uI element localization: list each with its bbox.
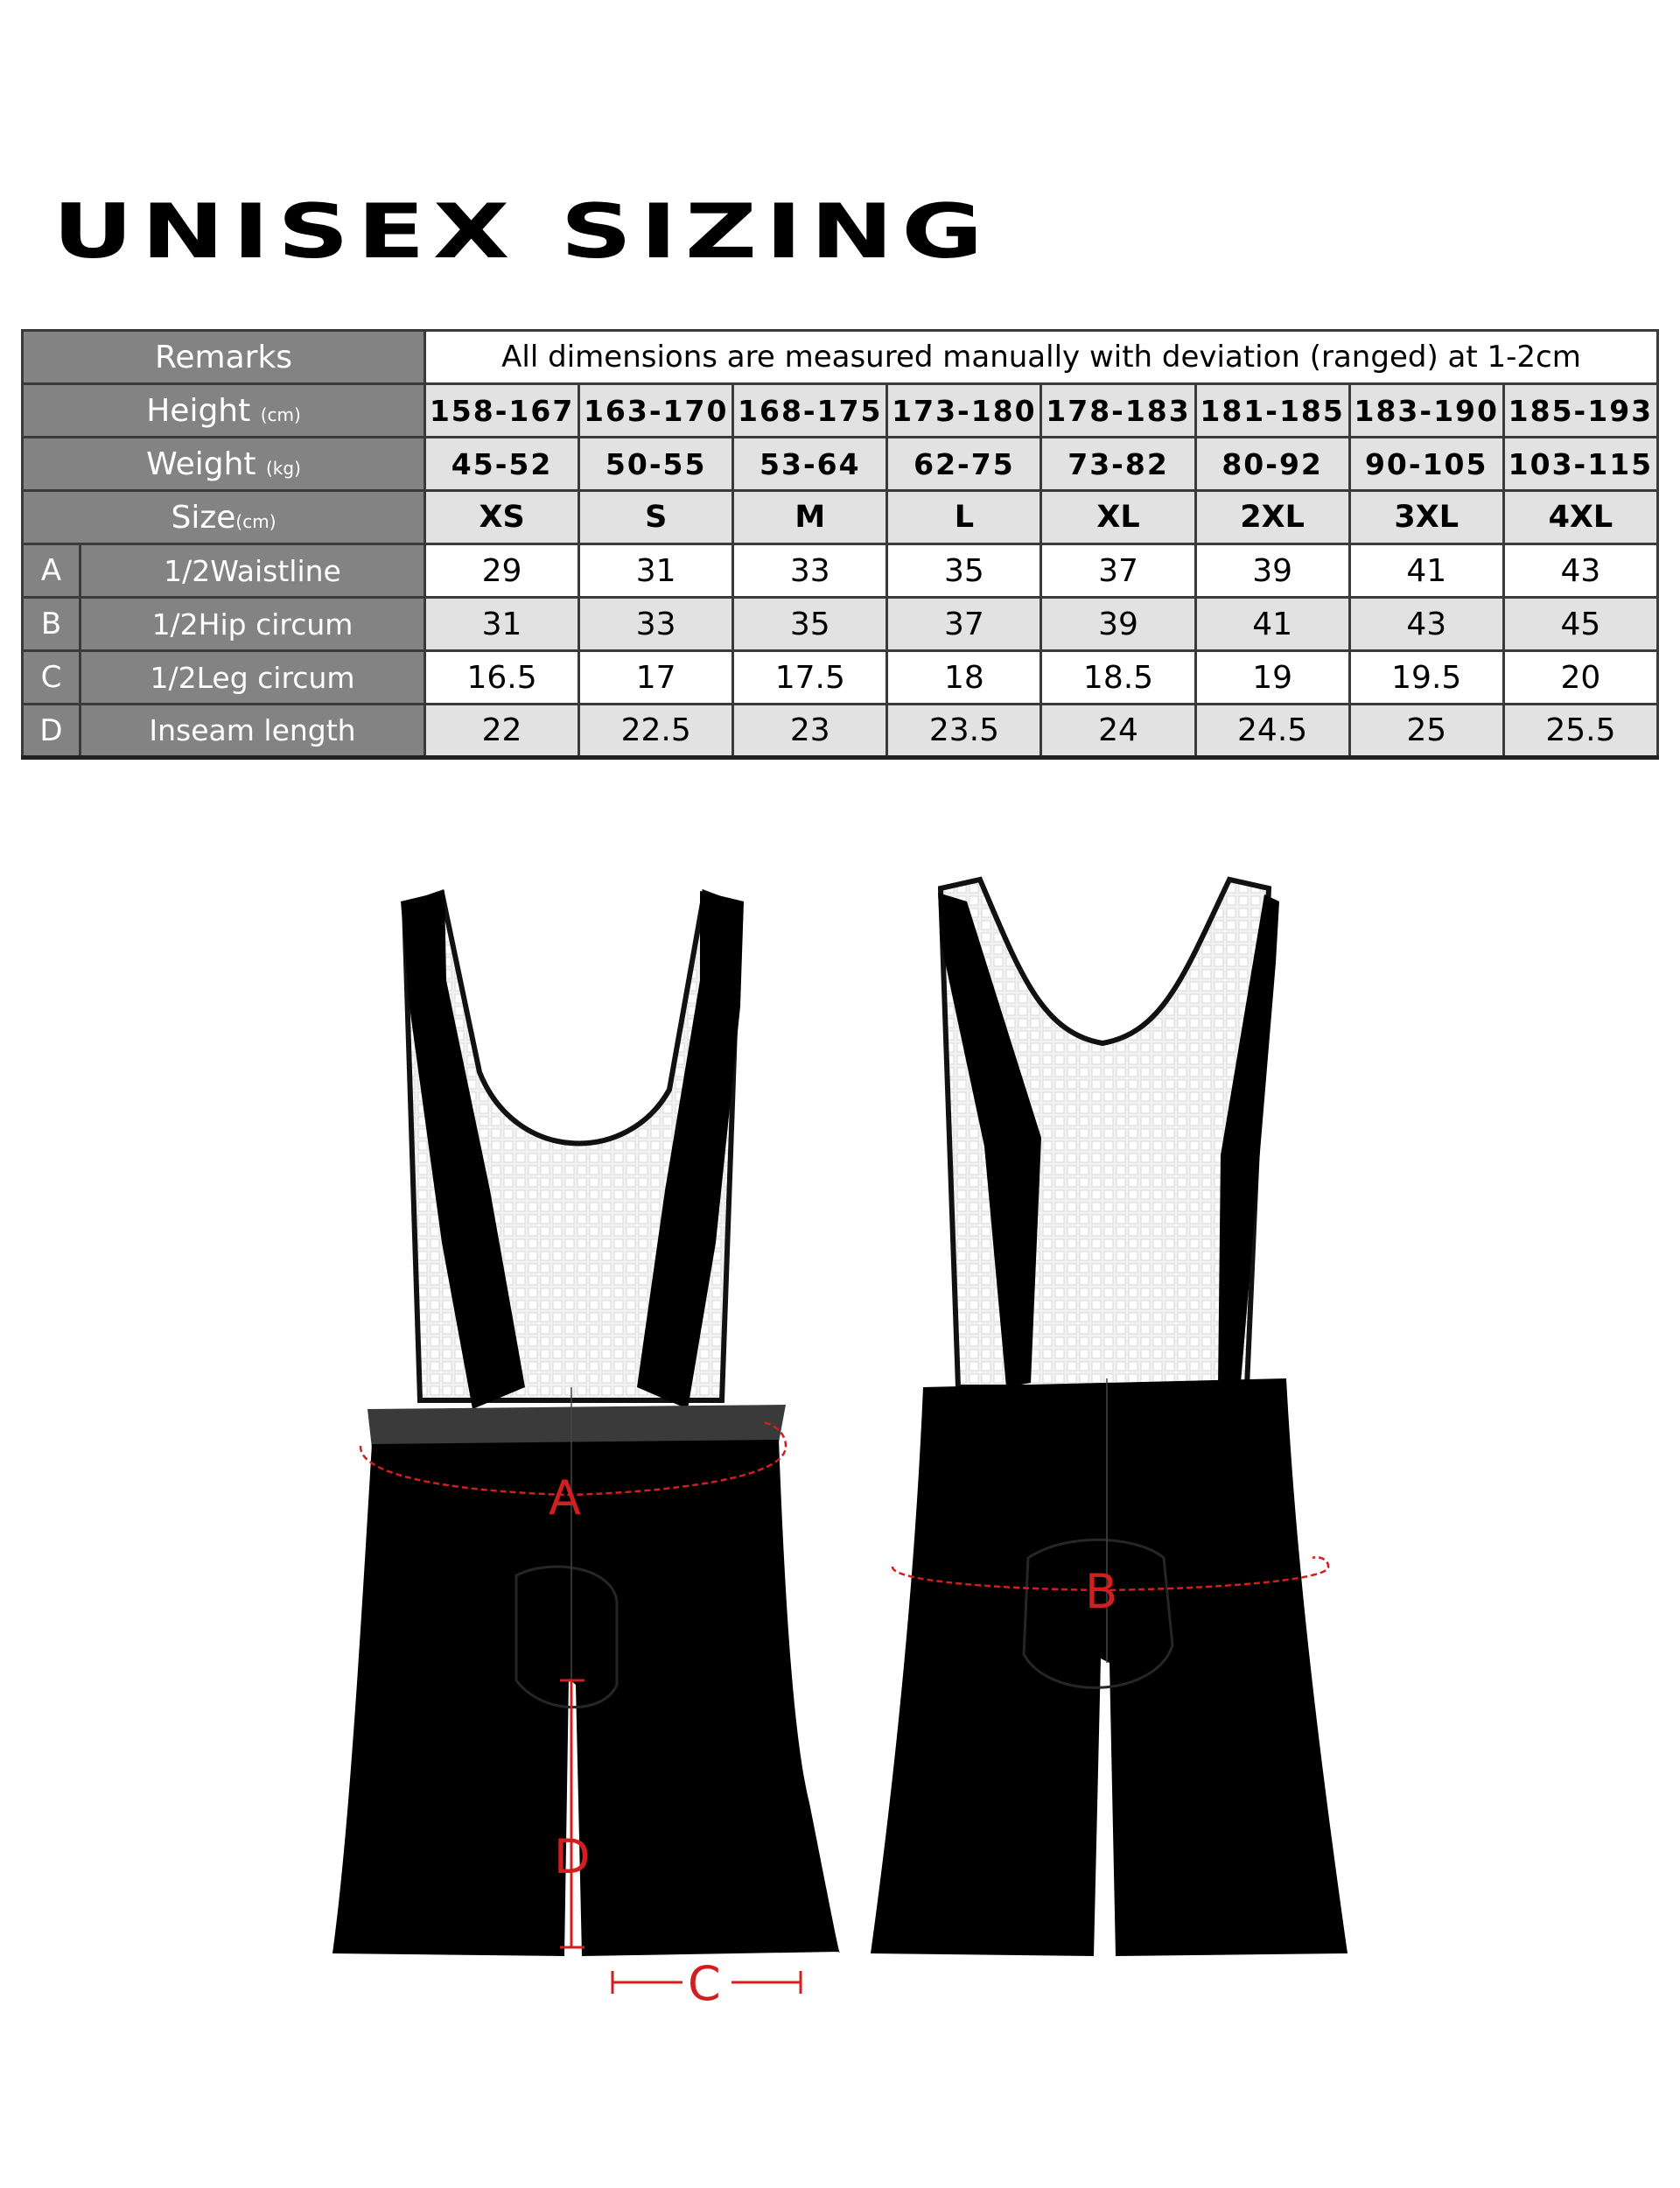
measurement-letter: C bbox=[23, 651, 80, 705]
height-cell: 168-175 bbox=[733, 384, 887, 438]
table-cell: 18 bbox=[887, 651, 1041, 705]
table-cell: 45 bbox=[1503, 598, 1657, 651]
table-cell: 22.5 bbox=[579, 705, 733, 758]
table-cell: 25.5 bbox=[1503, 705, 1657, 758]
table-cell: 24 bbox=[1041, 705, 1195, 758]
waist-measure-label: A bbox=[549, 1470, 581, 1525]
weight-cell: 45-52 bbox=[425, 438, 579, 491]
measurement-letter: B bbox=[23, 598, 80, 651]
size-unit: (cm) bbox=[235, 510, 276, 532]
weight-cell: 103-115 bbox=[1503, 438, 1657, 491]
table-cell: 41 bbox=[1349, 544, 1503, 598]
table-cell: 29 bbox=[425, 544, 579, 598]
table-cell: 39 bbox=[1041, 598, 1195, 651]
measurement-label: 1/2Waistline bbox=[80, 544, 425, 598]
table-cell: 37 bbox=[1041, 544, 1195, 598]
table-cell: 17.5 bbox=[733, 651, 887, 705]
height-unit: (cm) bbox=[260, 403, 301, 425]
table-cell: 22 bbox=[425, 705, 579, 758]
height-cell: 158-167 bbox=[425, 384, 579, 438]
weight-cell: 62-75 bbox=[887, 438, 1041, 491]
table-cell: 39 bbox=[1195, 544, 1349, 598]
table-cell: 18.5 bbox=[1041, 651, 1195, 705]
weight-cell: 90-105 bbox=[1349, 438, 1503, 491]
table-cell: 31 bbox=[425, 598, 579, 651]
height-cell: 183-190 bbox=[1349, 384, 1503, 438]
weight-cell: 50-55 bbox=[579, 438, 733, 491]
table-cell: 31 bbox=[579, 544, 733, 598]
table-cell: 16.5 bbox=[425, 651, 579, 705]
table-cell: 43 bbox=[1503, 544, 1657, 598]
weight-unit: (kg) bbox=[266, 457, 301, 479]
height-cell: 181-185 bbox=[1195, 384, 1349, 438]
table-cell: 33 bbox=[733, 544, 887, 598]
weight-label: Weight bbox=[146, 445, 256, 482]
size-cell: XS bbox=[425, 491, 579, 544]
weight-cell: 53-64 bbox=[733, 438, 887, 491]
table-cell: 25 bbox=[1349, 705, 1503, 758]
back-shorts-body bbox=[871, 1378, 1348, 1956]
size-cell: 2XL bbox=[1195, 491, 1349, 544]
hip-measure-label: B bbox=[1085, 1564, 1118, 1619]
table-cell: 35 bbox=[733, 598, 887, 651]
table-cell: 23 bbox=[733, 705, 887, 758]
size-cell: 3XL bbox=[1349, 491, 1503, 544]
remarks-text: All dimensions are measured manually with deviation (ranged) at 1-2cm bbox=[425, 331, 1658, 384]
measurement-label: 1/2Hip circum bbox=[80, 598, 425, 651]
measurement-label: Inseam length bbox=[80, 705, 425, 758]
page-title: UNISEX SIZING bbox=[52, 188, 991, 276]
height-label: Height bbox=[146, 392, 251, 429]
table-cell: 17 bbox=[579, 651, 733, 705]
size-cell: L bbox=[887, 491, 1041, 544]
back-view bbox=[871, 880, 1348, 1956]
table-cell: 23.5 bbox=[887, 705, 1041, 758]
table-cell: 20 bbox=[1503, 651, 1657, 705]
measurement-letter: A bbox=[23, 544, 80, 598]
inseam-measure-label: D bbox=[554, 1829, 591, 1884]
leg-measure-label: C bbox=[688, 1956, 721, 2011]
table-cell: 24.5 bbox=[1195, 705, 1349, 758]
size-cell: XL bbox=[1041, 491, 1195, 544]
front-view bbox=[332, 891, 840, 2011]
weight-cell: 80-92 bbox=[1195, 438, 1349, 491]
table-cell: 19 bbox=[1195, 651, 1349, 705]
weight-cell: 73-82 bbox=[1041, 438, 1195, 491]
measurement-label: 1/2Leg circum bbox=[80, 651, 425, 705]
size-cell: 4XL bbox=[1503, 491, 1657, 544]
height-cell: 185-193 bbox=[1503, 384, 1657, 438]
size-label: Size bbox=[171, 499, 236, 536]
table-cell: 37 bbox=[887, 598, 1041, 651]
height-cell: 178-183 bbox=[1041, 384, 1195, 438]
table-cell: 19.5 bbox=[1349, 651, 1503, 705]
measurement-letter: D bbox=[23, 705, 80, 758]
table-cell: 41 bbox=[1195, 598, 1349, 651]
table-cell: 35 bbox=[887, 544, 1041, 598]
remarks-label: Remarks bbox=[23, 331, 425, 384]
size-cell: M bbox=[733, 491, 887, 544]
height-cell: 173-180 bbox=[887, 384, 1041, 438]
table-cell: 33 bbox=[579, 598, 733, 651]
table-cell: 43 bbox=[1349, 598, 1503, 651]
size-cell: S bbox=[579, 491, 733, 544]
height-cell: 163-170 bbox=[579, 384, 733, 438]
